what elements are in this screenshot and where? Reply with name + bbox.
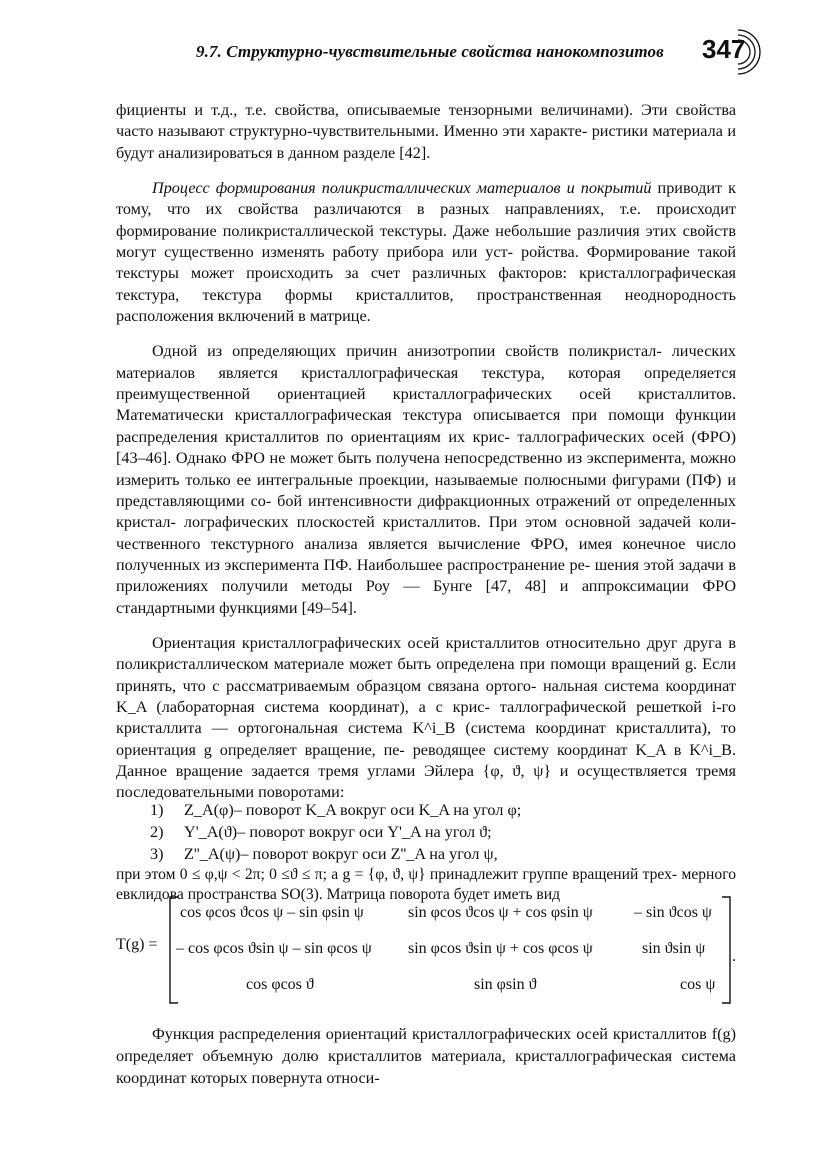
text-line: таллографической решеткой i-го кристаллита — ортогональная система K^i_B: [116, 697, 736, 738]
text-line: происходит формирование поликристаллической текстуры. Даже небольшие: [116, 200, 736, 240]
text-line: ристики материала и будут анализироваться в данном разделе [42].: [116, 122, 737, 162]
matrix-cell: sin ϑsin ψ: [642, 940, 706, 957]
text-line: свойства часто называют структурно-чувствительными. Именно эти характе-: [116, 101, 737, 141]
matrix-cell: sin φcos ϑcos ψ + cos φsin ψ: [408, 904, 593, 921]
list-text: Z_A(φ)– поворот K_A вокруг оси K_A на угол φ;: [184, 801, 522, 819]
text-line: Процесс формирования поликристаллических материалов и покрытий: [152, 179, 652, 198]
text-line: нальная система координат K_A (лабораторная система координат), а с крис-: [116, 676, 736, 716]
list-item: [150, 800, 521, 821]
text-line: кристаллитов. Математически кристаллографическая текстура описывается: [116, 385, 736, 425]
text-line: лографических плоскостей кристаллитов. При этом основной задачей коли-: [183, 513, 736, 532]
text-line: друга в поликристаллическом материале может быть определена при помощи: [116, 633, 736, 674]
list-item: [150, 822, 492, 843]
matrix-cell: sin φsin ϑ: [474, 976, 537, 993]
text-line: чественного текстурного анализа является вычисление ФРО, имея конечное: [116, 534, 686, 553]
formula-period: .: [732, 948, 736, 965]
text-line: непосредственно из эксперимента, можно измерить только ее интегральные: [116, 449, 736, 489]
matrix-cell: sin φcos ϑsin ψ + cos φcos ψ: [408, 940, 593, 957]
text-line: пространственная неоднородность расположения включений в матрице.: [116, 285, 737, 326]
text-line: Одной из определяющих причин анизотропии свойств поликристал-: [152, 342, 662, 361]
text-line: кристаллографическая система координат которых повернута относи-: [116, 1046, 736, 1087]
text-line: приводит к тому, что их свойства различаются в разных направлениях, т.е.: [116, 179, 737, 219]
text-line: бой интенсивности дифракционных отражений от определенных кристал-: [116, 491, 737, 532]
rotation-matrix-formula: [116, 892, 740, 1008]
paragraph-4: [116, 633, 736, 804]
text-line: Функция распределения ориентаций кристаллографических осей: [152, 1025, 608, 1043]
paragraph-1: [116, 100, 736, 164]
text-line: при этом 0 ≤ φ,ψ < 2π; 0 ≤ϑ ≤ π; а g = {φ, ϑ, ψ} принадлежит группе вращений трех-: [116, 866, 678, 883]
paragraph-2: [116, 178, 736, 327]
text-line: кристаллитов f(g) определяет объемную долю кристаллитов материала,: [116, 1025, 736, 1065]
list-number: 1): [150, 801, 164, 819]
matrix-cell: – cos φcos ϑsin ψ – sin φcos ψ: [176, 940, 372, 957]
text-line: различия этих свойств могут существенно изменять работу прибора или уст-: [116, 221, 736, 262]
formula-lhs: T(g) =: [116, 936, 158, 953]
text-line: факторов: кристаллографическая текстура, текстура формы кристаллитов,: [116, 264, 736, 304]
list-item: [150, 844, 498, 865]
text-line: Эйлера {φ, ϑ, ψ} и осуществляется тремя последовательными поворотами:: [116, 761, 736, 802]
page-corner-arc-icon: [736, 28, 762, 76]
text-line: (система координат кристаллита), то ориентация g определяет вращение, пе-: [116, 719, 736, 759]
paragraph-3: [116, 341, 736, 618]
text-line: при помощи функции распределения кристаллитов по ориентациям их крис-: [116, 406, 737, 446]
text-line: лических материалов является кристаллографическая текстура, которая: [116, 342, 736, 382]
matrix-cell: cos φcos ϑ: [246, 976, 314, 993]
right-bracket-icon: [720, 896, 732, 1004]
list-text: Z''_A(ψ)– поворот вокруг оси Z''_A на угол ψ,: [184, 845, 498, 863]
final-paragraph: [116, 1024, 736, 1089]
page-number: 347: [702, 34, 746, 64]
list-number: 2): [150, 823, 164, 841]
matrix-cell: – sin ϑcos ψ: [634, 904, 712, 921]
body-text: [116, 100, 736, 804]
list-number: 3): [150, 845, 164, 863]
text-line: таллографических осей (ФРО) [43–46]. Однако ФРО не может быть получена: [116, 427, 736, 468]
text-line: проекции, называемые полюсными фигурами (ПФ) и представляющими со-: [116, 470, 736, 510]
text-line: число полученных из эксперимента ПФ. Наибольшее распространение ре-: [116, 534, 736, 574]
text-line: вращений g. Если принять, что с рассматриваемым образцом связана ортого-: [116, 655, 737, 695]
text-line: ройства. Формирование такой текстуры может происходить за счет различных: [116, 243, 736, 283]
running-header-title: 9.7. Структурно-чувствительные свойства нанокомпозитов: [196, 42, 664, 61]
matrix-cell: cos ψ: [680, 976, 716, 993]
text-line: определяется преимущественной ориентацией кристаллографических осей: [116, 363, 737, 404]
list-text: Y'_A(ϑ)– поворот вокруг оси Y'_A на угол ϑ;: [184, 823, 492, 841]
text-line: Ориентация кристаллографических осей кристаллитов относительно друг: [152, 633, 678, 652]
running-header: [196, 36, 756, 76]
text-line: аппроксимации ФРО стандартными функциями [49–54].: [116, 577, 737, 617]
matrix-cell: cos φcos ϑcos ψ – sin φsin ψ: [180, 904, 364, 921]
text-line: реводящее систему координат K_A в K^i_B. Данное вращение задается тремя углами: [116, 740, 736, 780]
paragraph-5: [116, 1024, 736, 1089]
text-line: фициенты и т.д., т.е. свойства, описываемые тензорными величинами). Эти: [116, 101, 668, 119]
text-line: мерного евклидова пространства SO(3). Матрица поворота будет иметь вид: [116, 866, 737, 903]
text-line: шения этой задачи в приложениях получили методы Роу — Бунге [47, 48] и: [116, 555, 737, 596]
